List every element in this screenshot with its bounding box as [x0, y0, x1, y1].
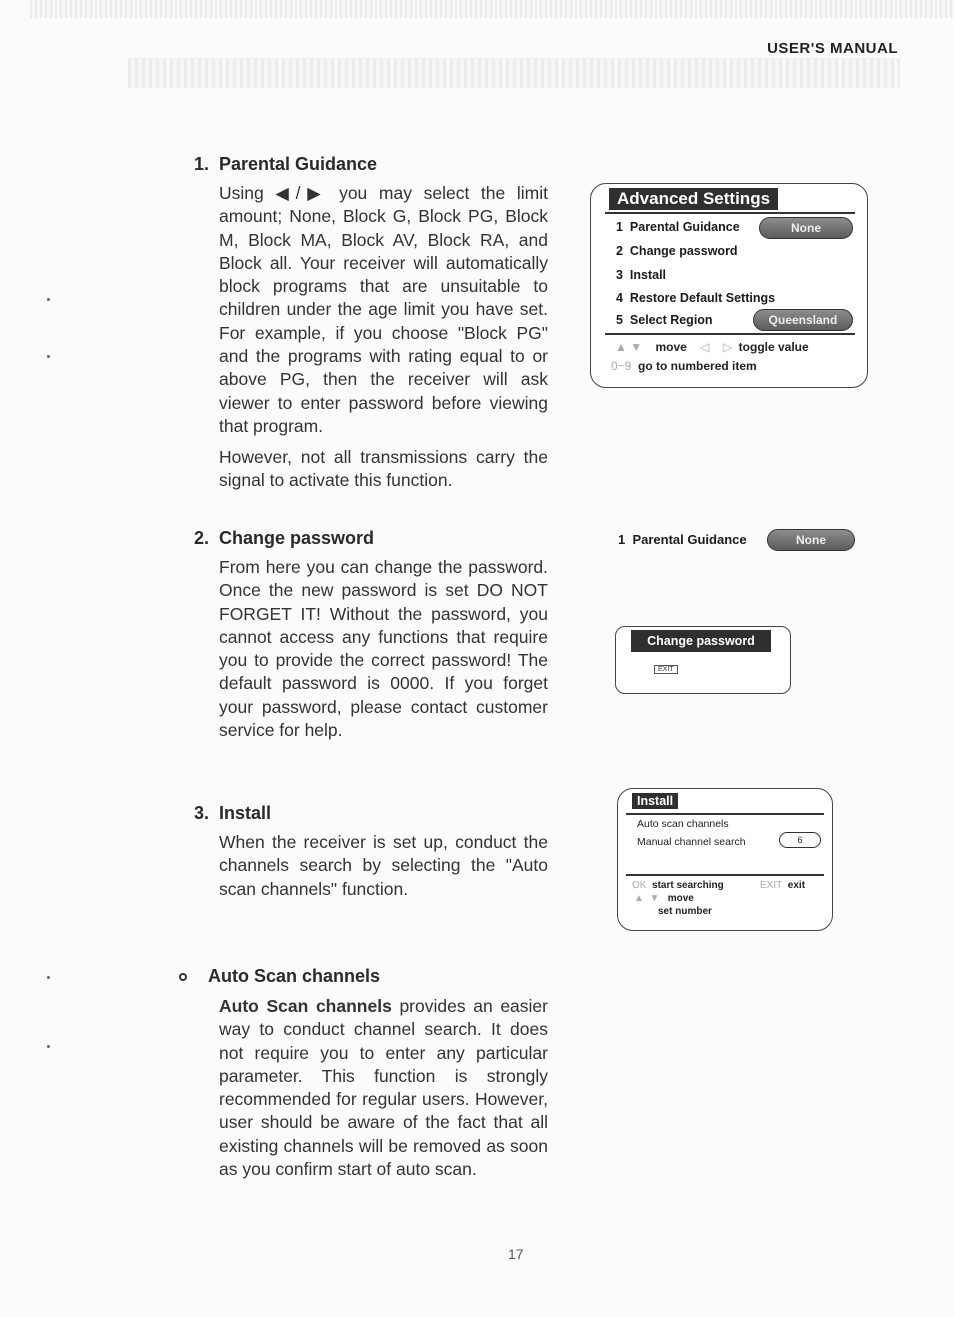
- scan-dot: [47, 298, 50, 301]
- help-move-row: ▲ ▼ move ◁ ▷ toggle value: [615, 340, 809, 354]
- menu-item-select-region[interactable]: 5 Select Region: [616, 313, 713, 327]
- divider: [626, 813, 824, 815]
- section-parental-guidance-text: Using ◀/▶ you may select the limit amount; None, Block G, Block PG, Block M, Block MA, Block AV, Block RA, and Block all. Your receiver will automatically block programs that are unsuitable to children under the age limit you have set. For example, if you choose "Block PG" and the programs with rating equal to or above PG, then the receiver will ask viewer to enter password before viewing that program.: [219, 183, 548, 436]
- menu-item-change-password[interactable]: 2 Change password: [616, 244, 738, 258]
- page-number: 17: [508, 1246, 524, 1262]
- scan-dot: [47, 976, 50, 979]
- manual-channel-value[interactable]: 6: [779, 832, 821, 848]
- manual-header: USER'S MANUAL: [767, 40, 898, 57]
- scan-dot: [47, 1045, 50, 1048]
- auto-scan-item[interactable]: Auto scan channels: [637, 818, 729, 830]
- change-password-panel: [615, 626, 791, 694]
- exit-key-icon[interactable]: EXIT: [654, 665, 678, 674]
- select-region-value[interactable]: Queensland: [753, 309, 853, 331]
- parental-guidance-value[interactable]: None: [759, 217, 853, 239]
- install-panel: [617, 788, 833, 931]
- menu-item-install[interactable]: 3 Install: [616, 268, 667, 282]
- section-install-title: 3. Install: [194, 803, 272, 823]
- left-arrow-icon: ◁: [700, 340, 710, 354]
- help-exit-row: EXIT exit: [760, 880, 806, 891]
- right-arrow-icon: ▷: [722, 340, 732, 354]
- scan-noise-top: [30, 0, 954, 18]
- section-parental-guidance-note: However, not all transmissions carry the signal to activate this function.: [219, 447, 548, 491]
- auto-scan-rest: provides an easier way to conduct channel search. It does not require you to enter any particular parameter. This function is strongly recommended for regular users. However, user should be aware of the fact that all existing channels will be removed as soon as you confirm start of auto scan.: [219, 996, 548, 1180]
- down-arrow-icon: ▼: [630, 340, 643, 354]
- bullet-icon: [179, 973, 187, 981]
- advanced-settings-panel: [590, 183, 868, 388]
- down-arrow-icon: ▼: [649, 893, 660, 904]
- divider: [626, 874, 824, 876]
- section-auto-scan-text: [219, 995, 548, 1181]
- section-auto-scan-title: Auto Scan channels: [208, 966, 381, 986]
- up-arrow-icon: ▲: [615, 340, 627, 354]
- auto-scan-lead: Auto Scan channels: [219, 996, 392, 1016]
- help-start-row: OK start searching: [632, 880, 724, 891]
- scan-noise-band: [128, 58, 900, 88]
- menu-item-restore-defaults[interactable]: 4 Restore Default Settings: [616, 291, 776, 305]
- section-install-text: When the receiver is set up, conduct the channels search by selecting the "Auto scan channels" function.: [219, 832, 548, 899]
- help-set-number: set number: [658, 906, 712, 917]
- parental-guidance-pill[interactable]: None: [767, 529, 855, 551]
- section-change-password-title: 2. Change password: [194, 528, 375, 548]
- up-arrow-icon: ▲: [634, 893, 644, 904]
- advanced-settings-title: Advanced Settings: [609, 188, 778, 210]
- menu-item-parental-guidance[interactable]: 1 Parental Guidance: [616, 220, 740, 234]
- section-change-password-text: From here you can change the password. Once the new password is set DO NOT FORGET IT! Without the password, you cannot access any functions that require you to provide the correct password! The default password is 0000. If you forget your password, please contact customer service for help.: [219, 557, 548, 741]
- help-move-row: ▲ ▼ move: [634, 893, 694, 904]
- section-parental-guidance-title: 1. Parental Guidance: [194, 154, 378, 174]
- scan-dot: [47, 355, 50, 358]
- divider: [605, 333, 855, 335]
- install-title: Install: [632, 793, 678, 809]
- ok-key-icon: OK: [632, 880, 647, 891]
- help-digits-row: 0~9 go to numbered item: [611, 359, 757, 373]
- manual-search-item[interactable]: Manual channel search: [637, 836, 746, 848]
- divider: [605, 212, 855, 214]
- exit-key-label: EXIT: [760, 880, 783, 891]
- change-password-title: Change password: [631, 630, 771, 652]
- parental-guidance-row[interactable]: 1 Parental Guidance: [618, 532, 747, 547]
